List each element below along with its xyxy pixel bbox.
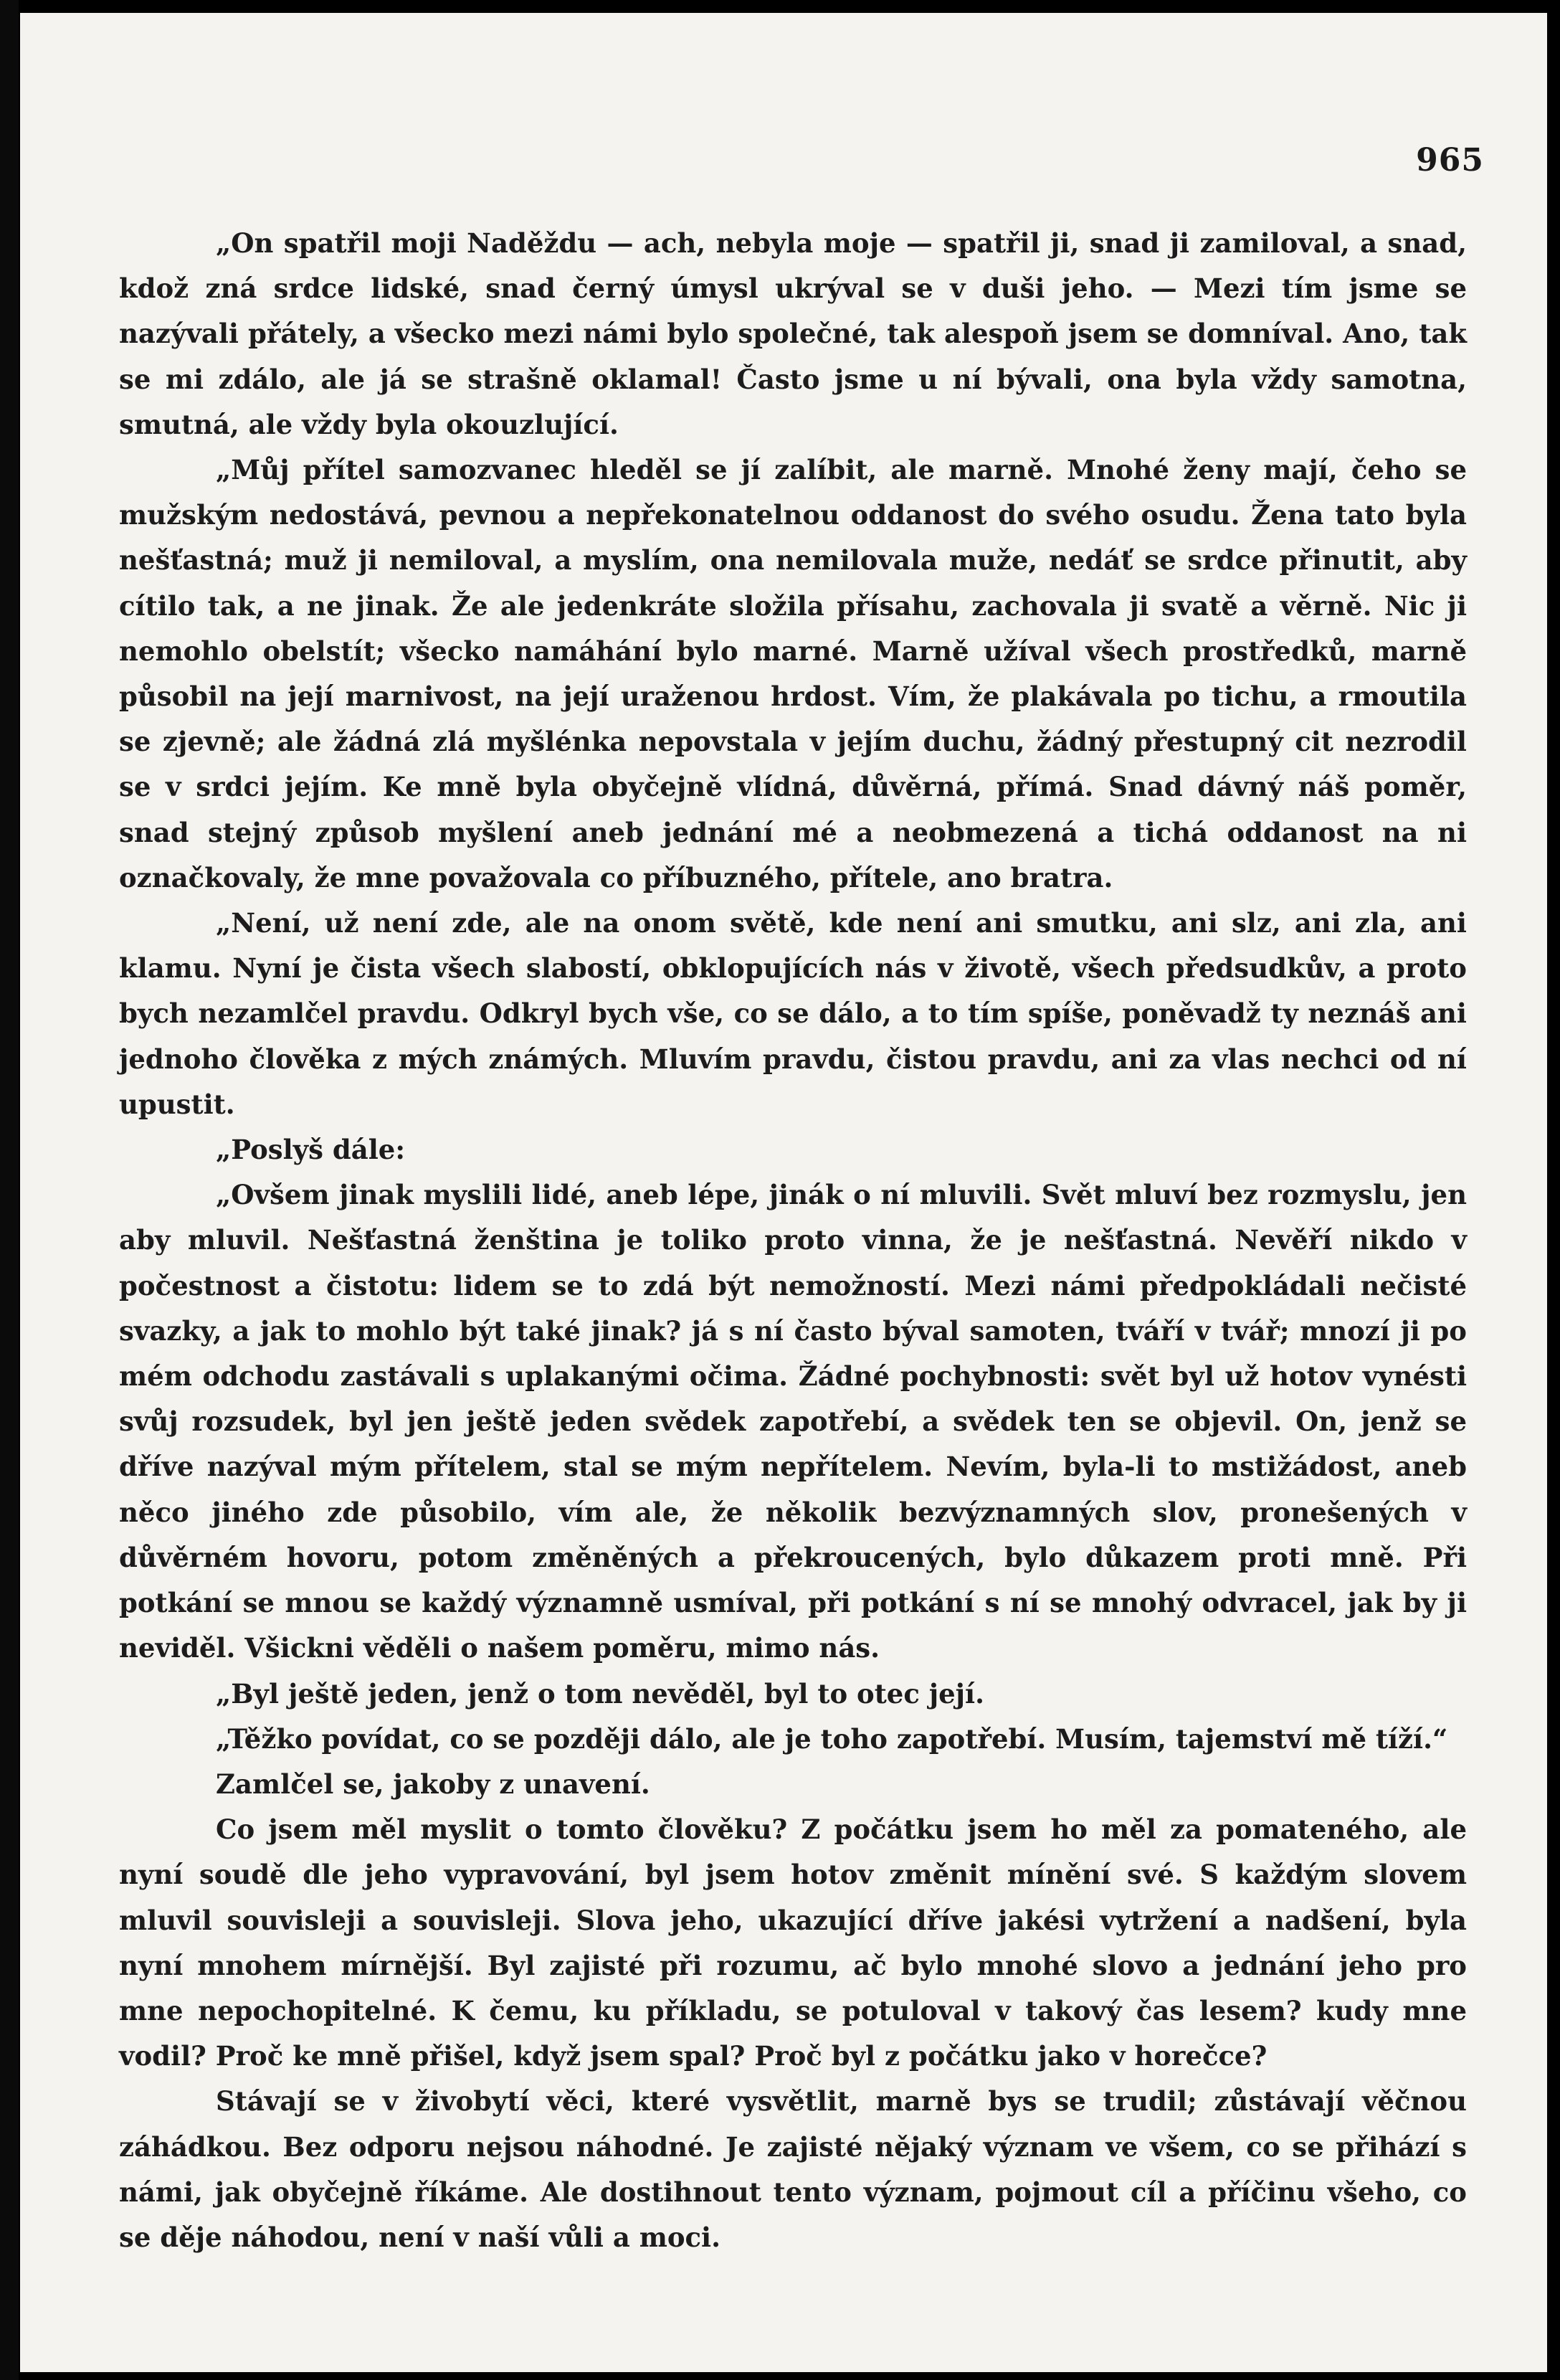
- paragraph-5: „Ovšem jinak myslili lidé, aneb lépe, jinák o ní mluvili. Svět mluví bez rozmyslu, jen aby mluvil. Nešťastná ženština je toliko proto vinna, že je nešťastná. Nevěří nikdo v počestnost a čistotu: lidem se to zdá být nemožností. Mezi námi předpokládali nečisté svazky, a jak to mohlo být také jinak? já s ní často býval samoten, tváří v tvář; mnozí ji po mém odchodu zastávali s uplakanými očima. Žádné pochybnosti: svět byl už hotov vynésti svůj rozsudek, byl jen ještě jeden svědek zapotřebí, a svědek ten se objevil. On, jenž se dříve nazýval mým přítelem, stal se mým nepřítelem. Nevím, byla-li to mstižádost, aneb něco jiného zde působilo, vím ale, že několik bezvýznamných slov, pronešených v důvěrném hovoru, potom změněných a překroucených, bylo důkazem proti mně. Při potkání se mnou se každý významně usmíval, při potkání s ní se mnohý odvracel, jak by ji neviděl. Všickni věděli o našem poměru, mimo nás.: [119, 1179, 1467, 1664]
- scan-binding-edge: [0, 0, 19, 2380]
- body-text: [119, 221, 1467, 2260]
- paragraph-6: „Byl ještě jeden, jenž o tom nevěděl, byl to otec její.: [216, 1677, 984, 1710]
- page-number: 965: [1416, 142, 1484, 179]
- paragraph-1: „On spatřil moji Naděždu — ach, nebyla moje — spatřil ji, snad ji zamiloval, a snad, kdož zná srdce lidské, snad černý úmysl ukrýval se v duši jeho. — Mezi tím jsme se nazývali přátely, a všecko mezi námi bylo společné, tak alespoň jsem se domníval. Ano, tak se mi zdálo, ale já se strašně oklamal! Často jsme u ní bývali, ona byla vždy samotna, smutná, ale vždy byla okouzlující.: [119, 227, 1467, 440]
- paragraph-10: Stávají se v živobytí věci, které vysvětlit, marně bys se trudil; zůstávají věčnou záhádkou. Bez odporu nejsou náhodné. Je zajisté nějaký význam ve všem, co se přihází s námi, jak obyčejně říkáme. Ale dostihnout tento význam, pojmout cíl a příčinu všeho, co se děje náhodou, není v naší vůli a moci.: [119, 2085, 1467, 2253]
- paragraph-7: „Těžko povídat, co se později dálo, ale je toho zapotřebí. Musím, tajemství mě tíží.“: [216, 1722, 1448, 1755]
- paragraph-4: „Poslyš dále:: [216, 1134, 405, 1166]
- paragraph-9: Co jsem měl myslit o tomto člověku? Z počátku jsem ho měl za pomateného, ale nyní soudě dle jeho vypravování, byl jsem hotov změnit mínění své. S každým slovem mluvil souvisleji a souvisleji. Slova jeho, ukazující dříve jakési vytržení a nadšení, byla nyní mnohem mírnější. Byl zajisté při rozumu, ač bylo mnohé slovo a jednání jeho pro mne nepochopitelné. K čemu, ku příkladu, se potuloval v takový čas lesem? kudy mne vodil? Proč ke mně přišel, když jsem spal? Proč byl z počátku jako v horečce?: [119, 1814, 1467, 2072]
- paragraph-2: „Můj přítel samozvanec hleděl se jí zalíbit, ale marně. Mnohé ženy mají, čeho se mužským nedostává, pevnou a nepřekonatelnou oddanost do svého osudu. Žena tato byla nešťastná; muž ji nemiloval, a myslím, ona nemilovala muže, nedáť se srdce přinutit, aby cítilo tak, a ne jinak. Že ale jedenkráte složila přísahu, zachovala ji svatě a věrně. Nic ji nemohlo obelstít; všecko namáhání bylo marné. Marně užíval všech prostředků, marně působil na její marnivost, na její uraženou hrdost. Vím, že plakávala po tichu, a rmoutila se zjevně; ale žádná zlá myšlénka nepovstala v jejím duchu, žádný přestupný cit nezrodil se v srdci jejím. Ke mně byla obyčejně vlídná, důvěrná, přímá. Snad dávný náš poměr, snad stejný způsob myšlení aneb jednání mé a neobmezená a tichá oddanost na ni označkovaly, že mne považovala co příbuzného, přítele, ano bratra.: [119, 454, 1467, 893]
- paragraph-8: Zamlčel se, jakoby z unavení.: [216, 1768, 650, 1800]
- paragraph-3: „Není, už není zde, ale na onom světě, kde není ani smutku, ani slz, ani zla, ani klamu. Nyní je čista všech slabostí, obklopujících nás v životě, všech předsudkův, a proto bych nezamlčel pravdu. Odkryl bych vše, co se dálo, a to tím spíše, poněvadž ty neznáš ani jednoho člověka z mých známých. Mluvím pravdu, čistou pravdu, ani za vlas nechci od ní upustit.: [119, 907, 1467, 1120]
- book-page: [20, 13, 1547, 2372]
